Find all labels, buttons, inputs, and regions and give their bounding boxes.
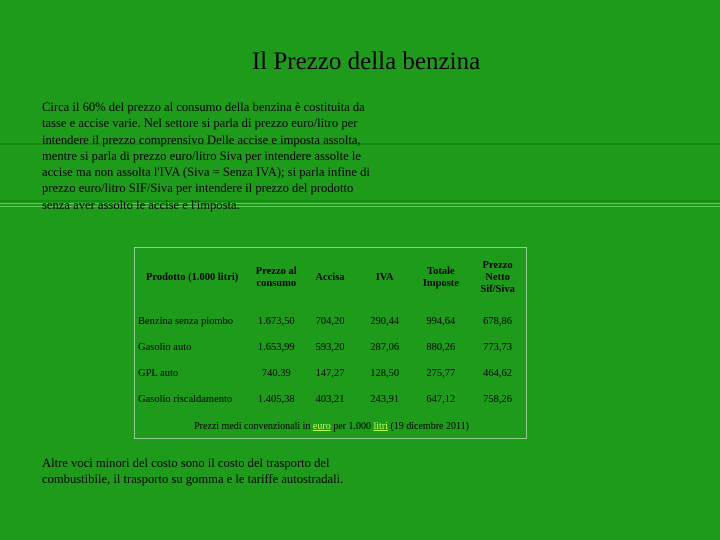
cell-value: 287,06 <box>370 341 400 353</box>
cell-value: 1.673,50 <box>257 315 295 327</box>
footnote-text: Prezzi medi convenzionali in <box>194 421 311 432</box>
table-footnote <box>135 421 528 432</box>
intro-paragraph: Circa il 60% del prezzo al consumo della benzina è costituita da tasse e accise varie. Nel settore si parla di prezzo euro/litro per intendere il prezzo comprensivo Delle accise e imposta assolta, mentre si parla di prezzo euro/litro Siva per intendere assolte le accise ma non assolta l'IVA (Siva = Senza IVA); si parla infine di prezzo euro/litro SIF/Siva per intendere il prezzo del prodotto senza aver assolto le accise e l'imposta. <box>42 100 370 212</box>
table-row <box>135 308 526 334</box>
header-accisa: Accisa <box>315 272 345 283</box>
cell-value: 758,26 <box>483 393 513 405</box>
table-row <box>135 334 526 360</box>
litri-link[interactable]: litri <box>373 421 388 432</box>
cell-value: 994,64 <box>426 315 456 327</box>
cell-value: 773,73 <box>483 341 513 353</box>
table-row <box>135 386 526 412</box>
price-table <box>135 248 526 412</box>
cell-value: 464,62 <box>483 367 513 379</box>
table-row <box>135 360 526 386</box>
price-table-container <box>134 247 527 439</box>
outro-paragraph: Altre voci minori del costo sono il costo del trasporto del combustibile, il trasporto su gomma e le tariffe autostradali. <box>42 456 344 487</box>
table-header-row <box>135 248 526 308</box>
cell-value: 290,44 <box>370 315 400 327</box>
cell-value: 147,27 <box>315 367 345 379</box>
cell-product: Gasolio riscaldamento <box>138 393 233 405</box>
cell-value: 403,21 <box>315 393 345 405</box>
header-totale-imposte: Totale Imposte <box>422 266 459 289</box>
page-title: Il Prezzo della benzina <box>251 48 481 75</box>
header-prodotto: Prodotto (1.000 litri) <box>146 272 239 283</box>
cell-value: 275,77 <box>426 367 456 379</box>
cell-value: 647,12 <box>426 393 456 405</box>
header-iva: IVA <box>375 272 394 283</box>
cell-product: Gasolio auto <box>138 341 192 353</box>
cell-value: 678,86 <box>483 315 513 327</box>
footnote-text: per 1.000 <box>333 421 371 432</box>
cell-value: 1.405,38 <box>257 393 295 405</box>
cell-value: 880,26 <box>426 341 456 353</box>
cell-value: 740.39 <box>261 367 291 379</box>
cell-value: 243,91 <box>370 393 400 405</box>
cell-value: 593,20 <box>315 341 345 353</box>
cell-value: 128,50 <box>370 367 400 379</box>
euro-link[interactable]: euro <box>312 421 331 432</box>
header-prezzo-netto: Prezzo Netto Sif/Siva <box>480 260 515 295</box>
header-prezzo-consumo: Prezzo al consumo <box>255 266 297 289</box>
footnote-text: (19 dicembre 2011) <box>390 421 469 432</box>
cell-value: 704,20 <box>315 315 345 327</box>
cell-product: GPL auto <box>138 367 179 379</box>
cell-product: Benzina senza piombo <box>138 315 234 327</box>
cell-value: 1.653,99 <box>257 341 295 353</box>
